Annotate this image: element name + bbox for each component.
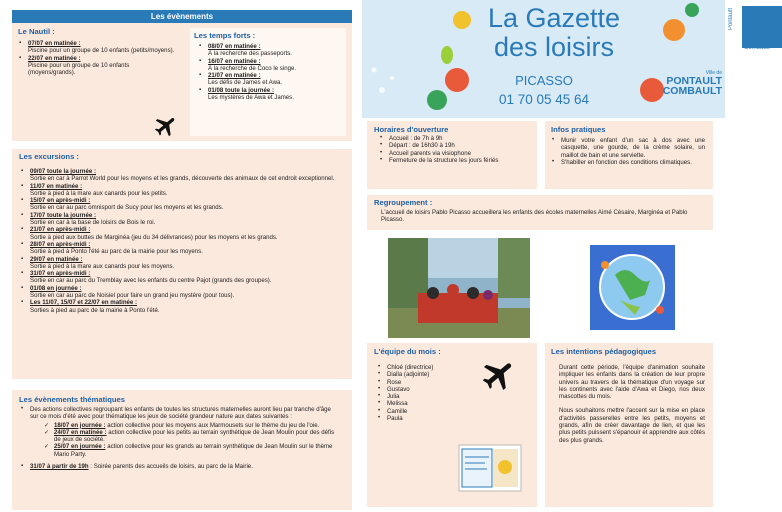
team-member: • Gustavo xyxy=(377,386,537,393)
events-title: Les évènements xyxy=(12,10,352,23)
list-item xyxy=(20,212,340,227)
excursion-date: 11/07 en matinée : xyxy=(30,182,83,190)
list-item xyxy=(20,299,340,314)
list-item xyxy=(198,58,346,73)
temps-forts-title: Les temps forts : xyxy=(194,31,256,40)
event-date: 08/07 en matinée : xyxy=(208,43,261,50)
event-date: 16/07 en matinée : xyxy=(208,57,261,65)
event-date: 22/07 en matinée : xyxy=(28,54,81,62)
thematic-sub-date: 24/07 en matinée : xyxy=(54,428,107,436)
event-text: Les défis de James et Awa. xyxy=(208,79,283,87)
title-line-2: des loisirs xyxy=(493,32,615,62)
group-photo xyxy=(388,238,530,338)
event-date: 21/07 en matinée : xyxy=(208,72,261,80)
list-item xyxy=(20,168,340,183)
thematic-last-text: : Soirée parents des accueils de loisirs, au parc de la Mairie. xyxy=(88,463,253,471)
excursion-text: Sortie en car au parc de Noisiel pour faire un grand jeu mystère (pour tous). xyxy=(30,292,235,300)
event-text: À la recherche des passeports. xyxy=(208,50,293,58)
list-item xyxy=(20,226,340,241)
excursion-text: Sortie en car à la base de loisirs de Bois le roi. xyxy=(30,219,156,227)
event-date: 07/07 en matinée : xyxy=(28,40,81,47)
passport-icon xyxy=(459,445,521,491)
list-item xyxy=(20,197,340,212)
list-item: • Munir votre enfant d'un sac à dos avec une casquette, une gourde, de la crème solaire, un maillot de bain et une serviette. xyxy=(551,137,705,159)
team-member: • Julia xyxy=(377,393,537,400)
intentions-paragraph-1: Durant cette période, l'équipe d'animation souhaite impliquer les enfants dans la création de leur propre univers au travers de la thématique d'un voyage sur les continents avec l'aide d'Awa et Diego, nos deux mascottes du mois. xyxy=(559,364,705,401)
intentions-title: Les intentions pédagogiques xyxy=(551,347,657,356)
thematic-sub-text: action collective pour les petits au terrain synthétique de Jean Moulin pour des défis de jeux de société. xyxy=(54,428,335,444)
excursion-text: Sortie en car au parc omnisport de Sucy pour les moyens et les grands. xyxy=(30,204,224,212)
event-text: Les mystères de Awa et James. xyxy=(208,94,294,102)
team-member: • Dialla (adjointe) xyxy=(377,371,537,378)
regroupement-panel xyxy=(367,195,713,230)
thematic-last-date: 31/07 à partir de 19h xyxy=(30,463,89,471)
city-logo-label: Combault xyxy=(744,45,770,51)
excursion-date: 17/07 toute la journée : xyxy=(30,211,97,219)
list-item xyxy=(20,463,340,470)
city-brand xyxy=(644,70,722,96)
excursion-text: Sortie en car à Parrot World pour les moyens et les grands, découverte des animaux de cet endroit exceptionnel. xyxy=(30,175,335,183)
list-item xyxy=(18,55,178,77)
city-small: Ville de xyxy=(705,70,722,76)
gazette-title xyxy=(464,4,644,62)
globe-icon xyxy=(590,245,675,330)
side-label: Pontault xyxy=(728,8,734,31)
excursions-panel xyxy=(12,149,352,379)
list-item xyxy=(20,270,340,285)
equipe-title: L'équipe du mois : xyxy=(374,347,441,356)
horaires-title: Horaires d'ouverture xyxy=(374,125,449,134)
team-member: • Chloé (directrice) xyxy=(377,364,537,371)
list-item: • Départ : de 16h30 à 19h xyxy=(379,142,537,149)
excursion-date: 15/07 en après-midi : xyxy=(30,197,91,205)
temps-forts-section xyxy=(190,28,346,136)
excursion-date: 09/07 toute la journée : xyxy=(30,168,97,175)
thematic-sub-item: ✓ 18/07 en journée : action collective pour les moyens aux Marmousets sur le thème du jeu de l'oie. xyxy=(44,421,320,429)
event-date: 01/08 toute la journée : xyxy=(208,86,275,94)
excursion-text: Sortie à pied à Ponto l'été au parc de la mairie pour les moyens. xyxy=(30,248,203,256)
regroupement-title: Regroupement : xyxy=(374,198,433,207)
list-item xyxy=(198,43,346,58)
list-item: • Accueil parents via visiophone xyxy=(379,150,537,157)
event-text: Piscine pour un groupe de 10 enfants (petits/moyens). xyxy=(28,47,175,55)
excursion-date: 01/08 en journée : xyxy=(30,284,82,292)
list-item: • Accueil : de 7h à 9h xyxy=(379,135,537,142)
excursion-text: Sortie à pied à la mare aux canards pour les petits. xyxy=(30,189,168,197)
phone-number: 01 70 05 45 64 xyxy=(498,92,590,107)
structure-name: PICASSO xyxy=(515,73,573,88)
list-item xyxy=(20,241,340,256)
airplane-icon xyxy=(152,113,180,139)
excursion-date: 31/07 en après-midi : xyxy=(30,270,91,278)
list-item: • S'habiller en fonction des conditions climatiques. xyxy=(551,159,705,166)
list-item xyxy=(198,87,346,102)
thematic-sub-item: ✓ 25/07 en journée : action collective pour les grands au terrain synthétique de Jean Moulin sur le thème Mario Party. xyxy=(44,443,333,458)
team-member: • Rose xyxy=(377,379,537,386)
excursion-date: Les 11/07, 15/07 et 22/07 en matinée : xyxy=(30,299,138,307)
list-item xyxy=(198,72,346,87)
list-item xyxy=(20,285,340,300)
infos-title: Infos pratiques xyxy=(551,125,606,134)
excursion-date: 21/07 en après-midi : xyxy=(30,226,91,234)
list-item: • Fermeture de la structure les jours fériés xyxy=(379,157,537,164)
thematic-title: Les évènements thématiques xyxy=(19,395,125,404)
infos-panel xyxy=(545,121,713,189)
nautil-title: Le Nautil : xyxy=(18,27,55,36)
excursion-text: Sortie à pied à la mare aux canards pour les moyens. xyxy=(30,262,175,270)
nautil-section xyxy=(18,27,178,76)
event-text: À la recherche de Coco le singe. xyxy=(208,64,297,72)
regroupement-text: L'accueil de loisirs Pablo Picasso accueillera les enfants des écoles maternelles Aimé Césaire, Marginéa et Pablo Picasso. xyxy=(381,209,688,224)
list-item xyxy=(20,256,340,271)
list-item xyxy=(18,40,178,55)
excursions-title: Les excursions : xyxy=(19,152,79,161)
horaires-panel xyxy=(367,121,537,189)
thematic-sub-date: 25/07 en journée : xyxy=(54,443,106,451)
thematic-intro: Des actions collectives regroupant les enfants de toutes les structures maternelles auront lieu par tranche d'âge sur ce mois d'été avec pour thématique les jeux de société grandeur nature aux dates suivantes : xyxy=(30,406,331,421)
airplane-icon xyxy=(479,356,519,394)
thematic-sub-text: action collective pour les grands au terrain synthétique de Jean Moulin sur le thème Mario Party. xyxy=(54,443,333,458)
intentions-panel xyxy=(545,343,713,507)
excursion-date: 28/07 en après-midi : xyxy=(30,240,91,248)
city-line-1: PONTAULT xyxy=(666,75,722,87)
thematic-panel xyxy=(12,390,352,510)
excursion-text: Sorties à pied au parc de la mairie à Ponto l'été. xyxy=(30,306,160,314)
excursion-date: 29/07 en matinée : xyxy=(30,255,83,263)
list-item xyxy=(20,183,340,198)
thematic-sub-item: ✓ 24/07 en matinée : action collective pour les petits au terrain synthétique de Jean Moulin pour des défis de jeux de société. xyxy=(44,428,335,444)
events-panel xyxy=(12,10,352,141)
intentions-paragraph-2: Nous souhaitons mettre l'accent sur la mise en place d'activités passerelles entre les petits, moyens et grands, afin de créer davantage de lien, et que les plus petits puissent s'épanouir et apprendre aux côtés des plus grands. xyxy=(559,407,705,444)
list-item xyxy=(20,406,340,458)
event-text: Piscine pour un groupe de 10 enfants (moyens/grands). xyxy=(28,61,130,77)
team-member: • Camille xyxy=(377,408,537,415)
team-member: • Melissa xyxy=(377,400,537,407)
city-logo xyxy=(742,6,782,48)
excursion-text: Sortie à pied aux buttes de Marginéa (jeu du 34 délivrances) pour les moyens et les grands. xyxy=(30,233,278,241)
title-line-1: La Gazette xyxy=(487,3,621,33)
thematic-sub-date: 18/07 en journée : xyxy=(54,421,106,429)
team-member: • Paula xyxy=(377,415,537,422)
equipe-panel xyxy=(367,343,537,507)
city-line-2: COMBAULT xyxy=(662,85,722,97)
excursion-text: Sortie en car au parc du Tremblay avec les enfants du centre Pajot (grands des groupes). xyxy=(30,277,272,285)
thematic-sub-text: action collective pour les moyens aux Marmousets sur le thème du jeu de l'oie. xyxy=(107,421,320,429)
